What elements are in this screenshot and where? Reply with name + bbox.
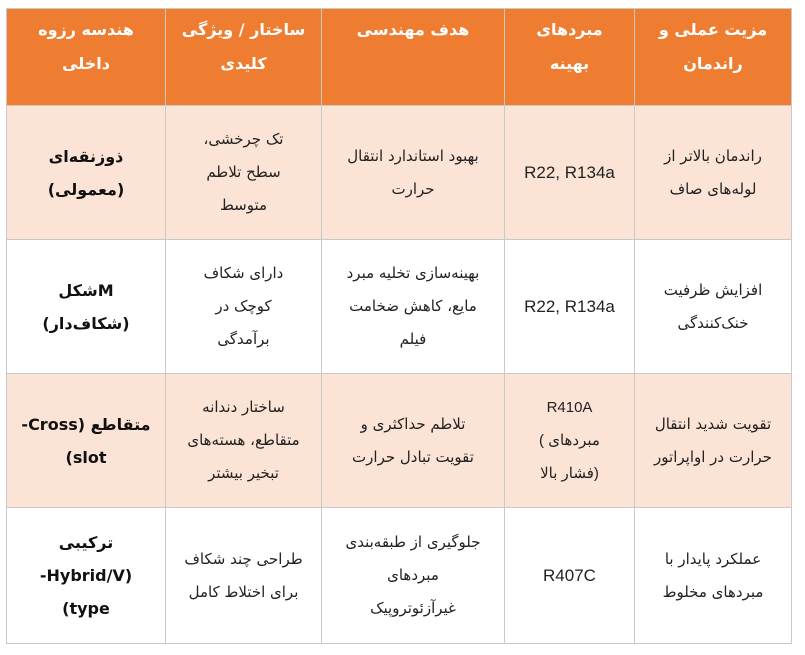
cell-benefit: عملکرد پایدار با مبردهای مخلوط (635, 508, 792, 644)
cell-goal: جلوگیری از طبقه‌بندی مبردهای غیرآزئوتروپیک (322, 508, 505, 644)
cell-benefit: افزایش ظرفیت خنک‌کنندگی (635, 240, 792, 374)
table-body (7, 106, 792, 644)
header-refrigerants: مبردهای بهینه (505, 9, 635, 106)
cell-structure: ساختار دندانه متقاطع، هسته‌های تبخیر بیشتر (166, 374, 322, 508)
cell-refrigerants: R22, R134a (505, 240, 635, 374)
table-row (7, 240, 792, 374)
cell-structure: طراحی چند شکاف برای اختلاط کامل (166, 508, 322, 644)
comparison-table (6, 8, 792, 644)
comparison-table-container (6, 8, 791, 644)
cell-benefit: تقویت شدید انتقال حرارت در اواپراتور (635, 374, 792, 508)
table-row (7, 374, 792, 508)
cell-structure: دارای شکاف کوچک در برآمدگی (166, 240, 322, 374)
cell-structure: تک چرخشی، سطح تلاطم متوسط (166, 106, 322, 240)
header-row (7, 9, 792, 106)
cell-goal: بهینه‌سازی تخلیه مبرد مایع، کاهش ضخامت فیلم (322, 240, 505, 374)
cell-refrigerants: R407C (505, 508, 635, 644)
cell-geometry: ترکیبی (Hybrid/V- type) (7, 508, 166, 644)
header-benefit: مزیت عملی و راندمان (635, 9, 792, 106)
header-structure: ساختار / ویژگی کلیدی (166, 9, 322, 106)
table-row (7, 508, 792, 644)
cell-goal: تلاطم حداکثری و تقویت تبادل حرارت (322, 374, 505, 508)
cell-refrigerants: R22, R134a (505, 106, 635, 240)
table-row (7, 106, 792, 240)
header-goal: هدف مهندسی (322, 9, 505, 106)
table-header (7, 9, 792, 106)
cell-geometry: ذوزنقه‌ای (معمولی) (7, 106, 166, 240)
cell-benefit: راندمان بالاتر از لوله‌های صاف (635, 106, 792, 240)
cell-geometry: متقاطع (Cross- slot) (7, 374, 166, 508)
cell-goal: بهبود استاندارد انتقال حرارت (322, 106, 505, 240)
cell-geometry: Mشکل (شکاف‌دار) (7, 240, 166, 374)
header-geometry: هندسه رزوه داخلی (7, 9, 166, 106)
cell-refrigerants: R410A مبردهای ) (فشار بالا (505, 374, 635, 508)
